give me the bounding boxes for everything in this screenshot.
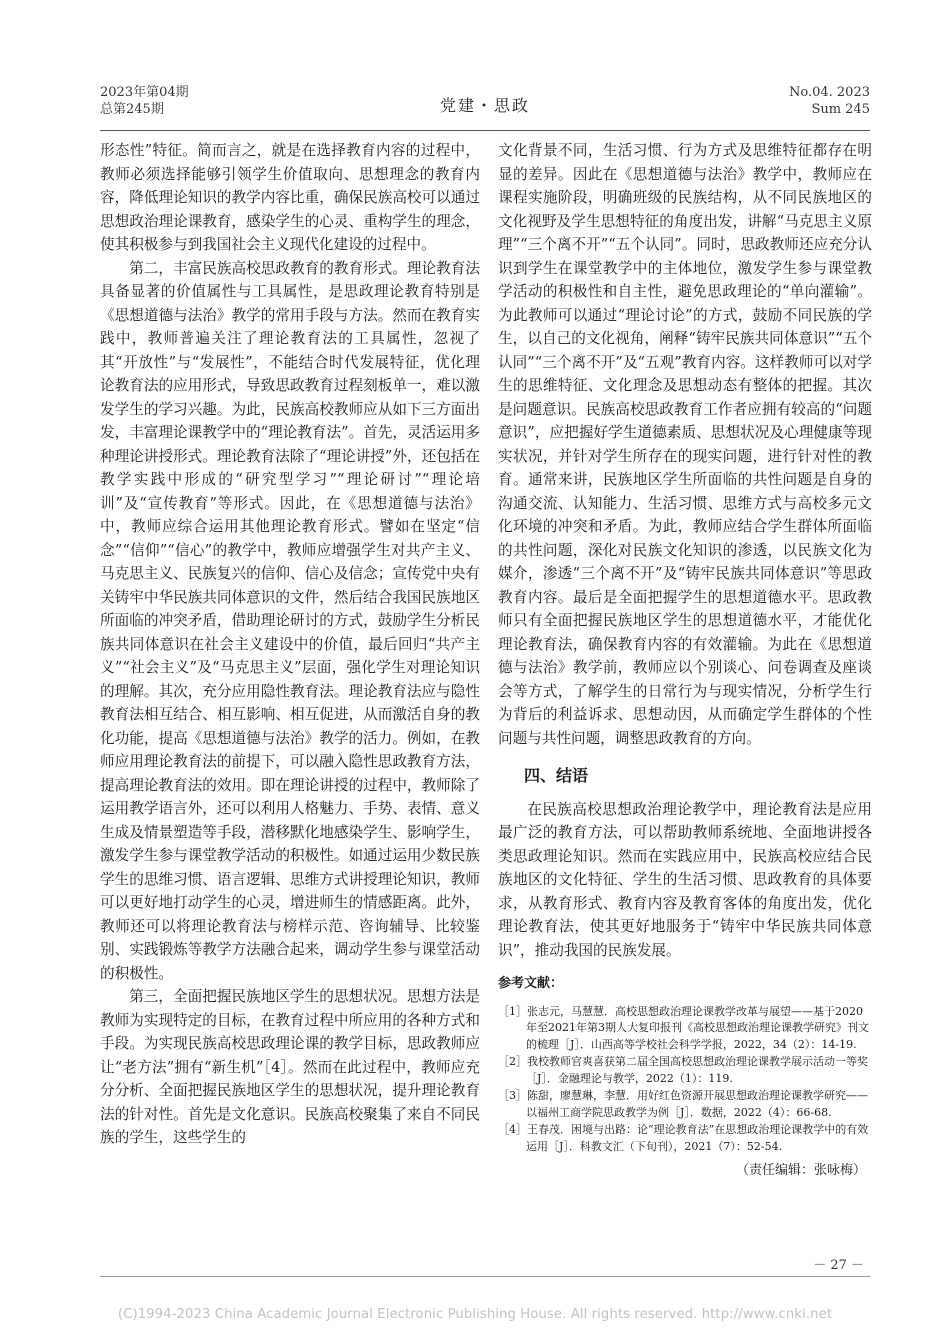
reference-item: ［4］王春茂．困境与出路：论“理论教育法”在思想政治理论课教学中的有效运用［J］．科教文汇（下旬刊），2021（7）：52-54. (498, 1123, 869, 1153)
header-year-issue: 2023年第04期 (100, 85, 189, 100)
conclusion-heading: 四、结语 (524, 766, 589, 785)
body-paragraph: 第三，全面把握民族地区学生的思想状况。思想方法是教师为实现特定的目标，在教育过程中所应用的各种方式和手段。为实现民族高校思政理论课的教学目标，思政教师应让“老方法”拥有“新生机”［4］。然而在此过程中，教师应充分分析、全面把握民族地区学生的思想状况，提升理论教育法的针对性。首先是文化意识。民族高校聚集了来自不同民族的学生，这些学生的 (100, 988, 480, 1146)
responsible-editor: （责任编辑：张咏梅） (735, 1163, 866, 1178)
header-total-issue: 总第245期 (100, 102, 164, 117)
left-column (100, 139, 480, 1150)
body-paragraph: 第二，丰富民族高校思政教育的教育形式。理论教育法具备显著的价值属性与工具属性，是思政理论教育特别是《思想道德与法治》教学的常用手段与方法。然而在教育实践中，教师普遍关注了理论教育法的工具属性，忽视了其“开放性”与“发展性”，不能结合时代发展特征，优化理论教育法的应用形式，导致思政教育过程刻板单一，难以激发学生的学习兴趣。为此，民族高校教师应从如下三方面出发，丰富理论课教学中的“理论教育法”。首先，灵活运用多种理论讲授形式。理论教育法除了“理论讲授”外，还包括在教学实践中形成的“研究型学习”“理论研讨”“理论培训”及“宣传教育”等形式。因此，在《思想道德与法治》中，教师应综合运用其他理论教育形式。譬如在坚定“信念”“信仰”“信心”的教学中，教师应增强学生对共产主义、马克思主义、民族复兴的信仰、信心及信念；宣传党中央有关铸牢中华民族共同体意识的文件，然后结合我国民族地区所面临的冲突矛盾，借助理论研讨的方式，鼓励学生分析民族共同体意识在社会主义建设中的价值，最后回归“共产主义”“社会主义”及“马克思主义”层面，强化学生对理论知识的理解。其次，充分应用隐性教育法。理论教育法应与隐性教育法相互结合、相互影响、相互促进，从而激活自身的教化功能，提高《思想道德与法治》教学的活力。例如，在教师应用理论教育法的前提下，可以融入隐性思政教育方法，提高理论教育法的效用。即在理论讲授的过程中，教师除了运用教学语言外，还可以利用人格魅力、手势、表情、意义生成及情景塑造等手段，潜移默化地感染学生、影响学生，激发学生参与课堂教学活动的积极性。如通过运用少数民族学生的思维习惯、语言逻辑、思维方式讲授理论知识，教师可以更好地打动学生的心灵，增进师生的情感距离。此外，教师还可以将理论教育法与榜样示范、咨询辅导、比较鉴别、实践锻炼等教学方法融合起来，调动学生参与课堂活动的积极性。 (100, 259, 480, 982)
reference-item: ［1］张志元，马慧慧．高校思想政治理论课教学改革与展望——基于2020年至2021年第3期人大复印报刊《高校思想政治理论课教学研究》刊文的梳理［J］．山西高等学校社会科学学报，2022，34（2）：14-19. (498, 1004, 869, 1051)
reference-item: ［2］我校教师官爽喜获第二届全国高校思想政治理论课教学展示活动一等奖［J］．金融理论与教学，2022（1）：119. (498, 1055, 868, 1085)
right-column (498, 139, 872, 1183)
page-header (100, 84, 870, 128)
conclusion-paragraph: 在民族高校思想政治理论教学中，理论教育法是应用最广泛的教育方法，可以帮助教师系统地、全面地讲授各类思政理论知识。然而在实践应用中，民族高校应结合民族地区的文化特征、学生的生活习惯、思政教育的具体要求，从教育形式、教育内容及教育客体的角度出发，优化理论教育法，使其更好地服务于“铸牢中华民族共同体意识”，推动我国的民族发展。 (498, 800, 872, 959)
footer-rule (100, 1276, 870, 1277)
header-number-info (789, 84, 870, 118)
body-paragraph: 形态性”特征。简而言之，就是在选择教育内容的过程中，教师必须选择能够引领学生价值取向、思想理念的教育内容，降低理论知识的教学内容比重，确保民族高校可以通过思想政治理论课教育，感染学生的心灵、重构学生的理念，使其积极参与到我国社会主义现代化建设的过程中。 (100, 142, 480, 253)
page-number: － 27 － (813, 1258, 864, 1273)
copyright-watermark: (C)1994-2023 China Academic Journal Electronic Publishing House. All rights reserved. http://www.cnki.net (117, 1307, 833, 1322)
header-column-title: 党建・思政 (439, 96, 530, 115)
reference-item: ［3］陈甜，廖慧琳，李慧．用好红色资源开展思想政治理论课教学研究——以福州工商学院思政教学为例［J］．数据，2022（4）：66-68. (498, 1089, 868, 1119)
header-rule (100, 130, 870, 131)
header-no: No.04. 2023 (789, 85, 870, 100)
body-paragraph: 文化背景不同，生活习惯、行为方式及思维特征都存在明显的差异。因此在《思想道德与法治》教学中，教师应在课程实施阶段，明确班级的民族结构，从不同民族地区的文化视野及学生思想特征的角度出发，讲解“马克思主义原理”“三个离不开”“五个认同”。同时，思政教师还应充分认识到学生在课堂教学中的主体地位，激发学生参与课堂教学活动的积极性和自主性，避免思政理论的“单向灌输”。为此教师可以通过“理论讨论”的方式，鼓励不同民族的学生，以自己的文化视角，阐释“铸牢民族共同体意识”“五个认同”“三个离不开”及“五观”教育内容。这样教师可以对学生的思维特征、文化理念及思想动态有整体的把握。其次是问题意识。民族高校思政教育工作者应拥有较高的“问题意识”，应把握好学生道德素质、思想状况及心理健康等现实状况，并针对学生所存在的现实问题，进行针对性的教育。通常来讲，民族地区学生所面临的共性问题是自身的沟通交流、认知能力、生活习惯、思维方式与高校多元文化环境的冲突和矛盾。为此，教师应结合学生群体所面临的共性问题，深化对民族文化知识的渗透，以民族文化为媒介，渗透“三个离不开”及“铸牢民族共同体意识”等思政教育内容。最后是全面把握学生的思想道德水平。思政教师只有全面把握民族地区学生的思想道德水平，才能优化理论教育法，确保教育内容的有效灌输。为此在《思想道德与法治》教学前，教师应以个别谈心、问卷调查及座谈会等方式，了解学生的日常行为与现实情况，分析学生行为背后的利益诉求、思想动因，从而确定学生群体的个性问题与共性问题，调整思政教育的方向。 (498, 142, 872, 747)
references-title: 参考文献： (498, 976, 564, 991)
header-sum: Sum 245 (811, 102, 870, 117)
